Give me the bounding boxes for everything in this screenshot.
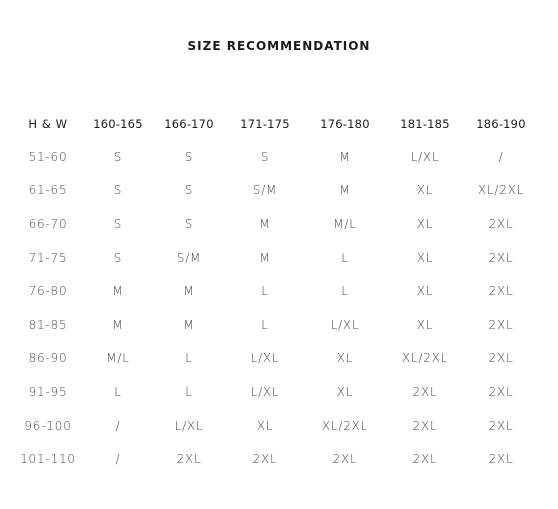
column-header: 166-170: [164, 116, 214, 131]
table-row: [13, 207, 537, 241]
row-header: 71-75: [28, 250, 68, 265]
page-title: SIZE RECOMMENDATION: [187, 39, 371, 53]
table-row: [13, 274, 537, 308]
table-cell: XL/2XL: [477, 183, 525, 198]
table-cell: L/XL: [174, 418, 204, 433]
table-cell: 2XL: [488, 317, 514, 332]
table-cell: L: [261, 317, 269, 332]
row-header: 91-95: [28, 384, 68, 399]
table-cell: XL: [416, 317, 434, 332]
table-cell: 2XL: [488, 216, 514, 231]
row-header: 51-60: [28, 149, 68, 164]
table-cell: M: [112, 284, 124, 299]
table-cell: XL/2XL: [401, 351, 449, 366]
table-cell: S/M: [252, 183, 278, 198]
table-cell: XL: [416, 250, 434, 265]
table-row: [13, 308, 537, 342]
table-cell: XL: [416, 216, 434, 231]
table-cell: 2XL: [412, 418, 438, 433]
row-header: 81-85: [28, 317, 68, 332]
row-header: 86-90: [28, 351, 68, 366]
table-row: [13, 409, 537, 443]
table-cell: S: [113, 183, 123, 198]
table-cell: M/L: [106, 351, 130, 366]
column-header: 171-175: [240, 116, 290, 131]
table-cell: 2XL: [488, 284, 514, 299]
row-header: 101-110: [20, 452, 76, 467]
row-header: 76-80: [28, 284, 68, 299]
table-cell: L/XL: [410, 149, 440, 164]
table-cell: M: [183, 284, 195, 299]
table-row: [13, 442, 537, 476]
table-cell: M/L: [333, 216, 357, 231]
table-cell: L/XL: [250, 384, 280, 399]
table-cell: L/XL: [250, 351, 280, 366]
table-cell: XL: [336, 384, 354, 399]
table-cell: 2XL: [176, 452, 202, 467]
table-cell: S: [113, 250, 123, 265]
table-cell: L/XL: [330, 317, 360, 332]
table-cell: 2XL: [488, 418, 514, 433]
table-cell: L: [341, 284, 349, 299]
table-cell: 2XL: [332, 452, 358, 467]
table-row: [13, 140, 537, 174]
column-header-height-weight: H & W: [28, 116, 68, 131]
table-cell: 2XL: [252, 452, 278, 467]
table-cell: 2XL: [412, 452, 438, 467]
row-header: 66-70: [28, 216, 68, 231]
table-cell: L: [341, 250, 349, 265]
table-cell: S: [113, 216, 123, 231]
column-header: 176-180: [320, 116, 370, 131]
table-cell: S: [184, 149, 194, 164]
table-cell: M: [259, 216, 271, 231]
table-cell: XL: [256, 418, 274, 433]
table-cell: 2XL: [412, 384, 438, 399]
column-header: 186-190: [476, 116, 526, 131]
table-cell: XL: [416, 284, 434, 299]
table-cell: 2XL: [488, 384, 514, 399]
column-header: 160-165: [93, 116, 143, 131]
table-cell: L: [114, 384, 122, 399]
table-cell: L: [185, 351, 193, 366]
table-cell: 2XL: [488, 452, 514, 467]
table-cell: S: [260, 149, 270, 164]
table-cell: XL: [416, 183, 434, 198]
table-cell: L: [261, 284, 269, 299]
table-row: [13, 174, 537, 208]
table-cell: 2XL: [488, 250, 514, 265]
table-cell: 2XL: [488, 351, 514, 366]
table-cell: /: [498, 149, 504, 164]
row-header: 96-100: [24, 418, 72, 433]
table-cell: S: [184, 216, 194, 231]
table-cell: L: [185, 384, 193, 399]
row-header: 61-65: [28, 183, 68, 198]
table-cell: M: [183, 317, 195, 332]
table-cell: XL: [336, 351, 354, 366]
table-cell: S: [184, 183, 194, 198]
table-cell: S/M: [176, 250, 202, 265]
table-row: [13, 375, 537, 409]
table-cell: S: [113, 149, 123, 164]
table-cell: /: [115, 452, 121, 467]
table-cell: /: [115, 418, 121, 433]
table-cell: XL/2XL: [321, 418, 369, 433]
table-header-row: [13, 107, 537, 140]
size-recommendation-table: [13, 107, 537, 476]
table-cell: M: [112, 317, 124, 332]
table-cell: M: [259, 250, 271, 265]
table-cell: M: [339, 183, 351, 198]
column-header: 181-185: [400, 116, 450, 131]
table-cell: M: [339, 149, 351, 164]
table-row: [13, 241, 537, 275]
table-row: [13, 342, 537, 376]
